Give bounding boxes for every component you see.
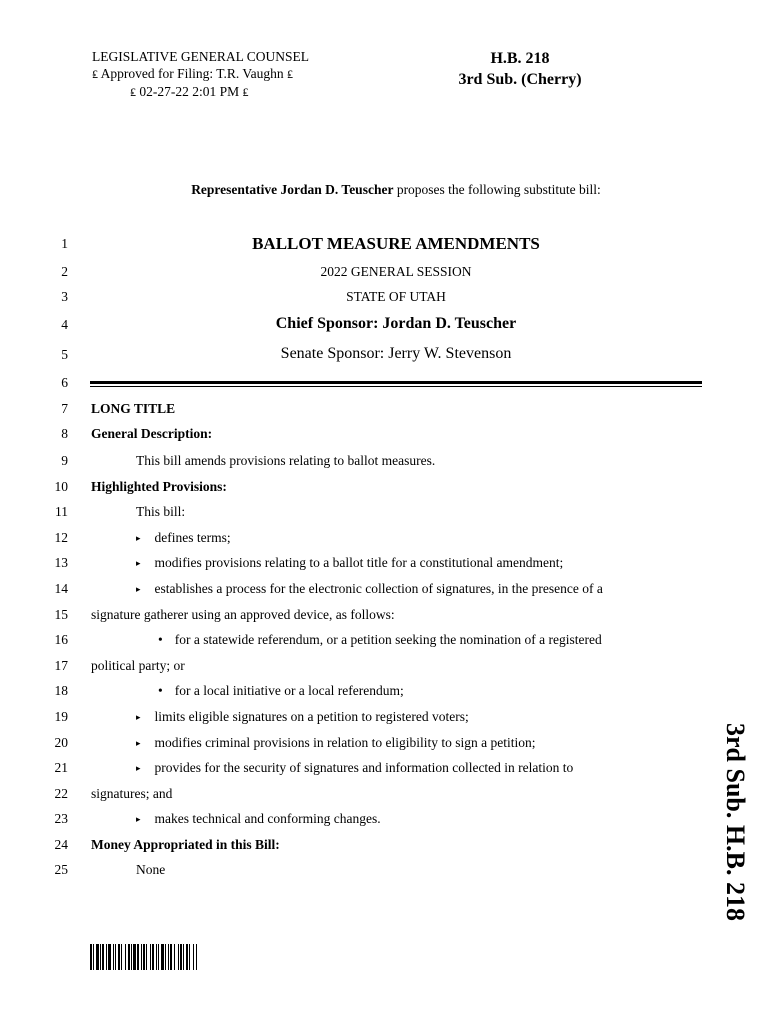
- barcode: [90, 944, 284, 970]
- line-number: 24: [54, 837, 68, 852]
- list-item: [136, 555, 563, 571]
- barcode-bar: [197, 944, 198, 970]
- proposes-line: [0, 182, 770, 198]
- section-heading: Money Appropriated in this Bill:: [91, 837, 280, 852]
- provisions-intro: This bill:: [136, 504, 186, 519]
- state-label: STATE OF UTAH: [346, 289, 446, 304]
- line-number: 7: [61, 401, 68, 416]
- triangle-bullet-icon: ▸: [136, 712, 141, 722]
- chief-sponsor: Chief Sponsor: Jordan D. Teuscher: [275, 315, 517, 332]
- appropriation-text: None: [136, 862, 166, 877]
- continuation-text: signatures; and: [91, 786, 173, 801]
- approval-text: Approved for Filing: T.R. Vaughn: [100, 66, 284, 81]
- continuation-text: signature gatherer using an approved device, as follows:: [91, 607, 395, 622]
- line-number: 3: [61, 289, 68, 304]
- sub-list-item: [158, 632, 602, 648]
- list-item-text: for a local initiative or a local referendum;: [174, 683, 404, 698]
- list-item-text: establishes a process for the electronic collection of signatures, in the presence of a: [154, 581, 603, 596]
- bill-title: BALLOT MEASURE AMENDMENTS: [252, 234, 540, 253]
- triangle-bullet-icon: ▸: [136, 584, 141, 594]
- line-number: 17: [54, 658, 68, 673]
- datetime-line: [92, 83, 309, 101]
- triangle-bullet-icon: ▸: [136, 814, 141, 824]
- line-number: 4: [61, 317, 68, 332]
- list-item-text: modifies provisions relating to a ballot title for a constitutional amendment;: [154, 555, 564, 570]
- double-rule: [90, 386, 702, 387]
- list-item: [136, 760, 573, 776]
- list-item-text: limits eligible signatures on a petition to registered voters;: [154, 709, 469, 724]
- line-number: 21: [54, 760, 68, 775]
- line-number: 14: [54, 581, 68, 596]
- list-item-text: makes technical and conforming changes.: [154, 811, 381, 826]
- list-item-text: for a statewide referendum, or a petition seeking the nomination of a registered: [174, 632, 602, 647]
- section-heading: LONG TITLE: [91, 401, 176, 416]
- line-number: 12: [54, 530, 68, 545]
- section-heading: General Description:: [91, 426, 213, 441]
- line-number: 22: [54, 786, 68, 801]
- filing-header: [92, 48, 309, 101]
- triangle-bullet-icon: ▸: [136, 533, 141, 543]
- continuation-text: political party; or: [91, 658, 185, 673]
- line-number: 25: [54, 862, 68, 877]
- list-item-text: provides for the security of signatures and information collected in relation to: [154, 760, 574, 775]
- approval-line: [92, 65, 309, 83]
- description-text: This bill amends provisions relating to ballot measures.: [136, 453, 436, 468]
- filing-datetime: 02-27-22 2:01 PM: [139, 84, 240, 99]
- list-item: [136, 709, 469, 725]
- bill-number: H.B. 218: [490, 50, 550, 67]
- line-number: 20: [54, 735, 68, 750]
- double-rule: [90, 381, 702, 384]
- proposing-representative: Representative Jordan D. Teuscher: [191, 182, 394, 197]
- senate-sponsor: Senate Sponsor: Jerry W. Stevenson: [280, 345, 512, 362]
- session-label: 2022 GENERAL SESSION: [320, 264, 472, 279]
- line-number: 16: [54, 632, 68, 647]
- line-number: 10: [54, 479, 68, 494]
- sub-list-item: [158, 683, 404, 699]
- approval-mark-icon: ₤: [92, 67, 98, 81]
- dot-bullet-icon: •: [158, 632, 163, 647]
- line-number: 2: [61, 264, 68, 279]
- approval-mark-icon: ₤: [242, 85, 249, 99]
- list-item: [136, 581, 603, 597]
- line-number: 1: [61, 236, 68, 251]
- line-number: 15: [54, 607, 68, 622]
- list-item-text: defines terms;: [154, 530, 231, 545]
- substitute-label: 3rd Sub. (Cherry): [458, 71, 582, 88]
- line-number: 6: [61, 375, 68, 390]
- bill-id: [440, 48, 600, 90]
- counsel-label: LEGISLATIVE GENERAL COUNSEL: [92, 49, 309, 64]
- triangle-bullet-icon: ▸: [136, 763, 141, 773]
- list-item: [136, 530, 231, 546]
- proposes-text: proposes the following substitute bill:: [393, 182, 601, 197]
- dot-bullet-icon: •: [158, 683, 163, 698]
- line-number: 19: [54, 709, 68, 724]
- list-item: [136, 811, 381, 827]
- list-item-text: modifies criminal provisions in relation to eligibility to sign a petition;: [154, 735, 536, 750]
- line-number: 18: [54, 683, 68, 698]
- line-number: 11: [55, 504, 68, 519]
- section-heading: Highlighted Provisions:: [91, 479, 227, 494]
- line-number: 5: [61, 347, 68, 362]
- approval-mark-icon: ₤: [287, 67, 294, 81]
- line-number: 23: [54, 811, 68, 826]
- side-bill-label: 3rd Sub. H.B. 218: [721, 723, 750, 921]
- list-item: [136, 735, 535, 751]
- line-number: 8: [61, 426, 68, 441]
- line-number: 9: [61, 453, 68, 468]
- triangle-bullet-icon: ▸: [136, 558, 141, 568]
- triangle-bullet-icon: ▸: [136, 738, 141, 748]
- line-number: 13: [54, 555, 68, 570]
- approval-mark-icon: ₤: [130, 85, 136, 99]
